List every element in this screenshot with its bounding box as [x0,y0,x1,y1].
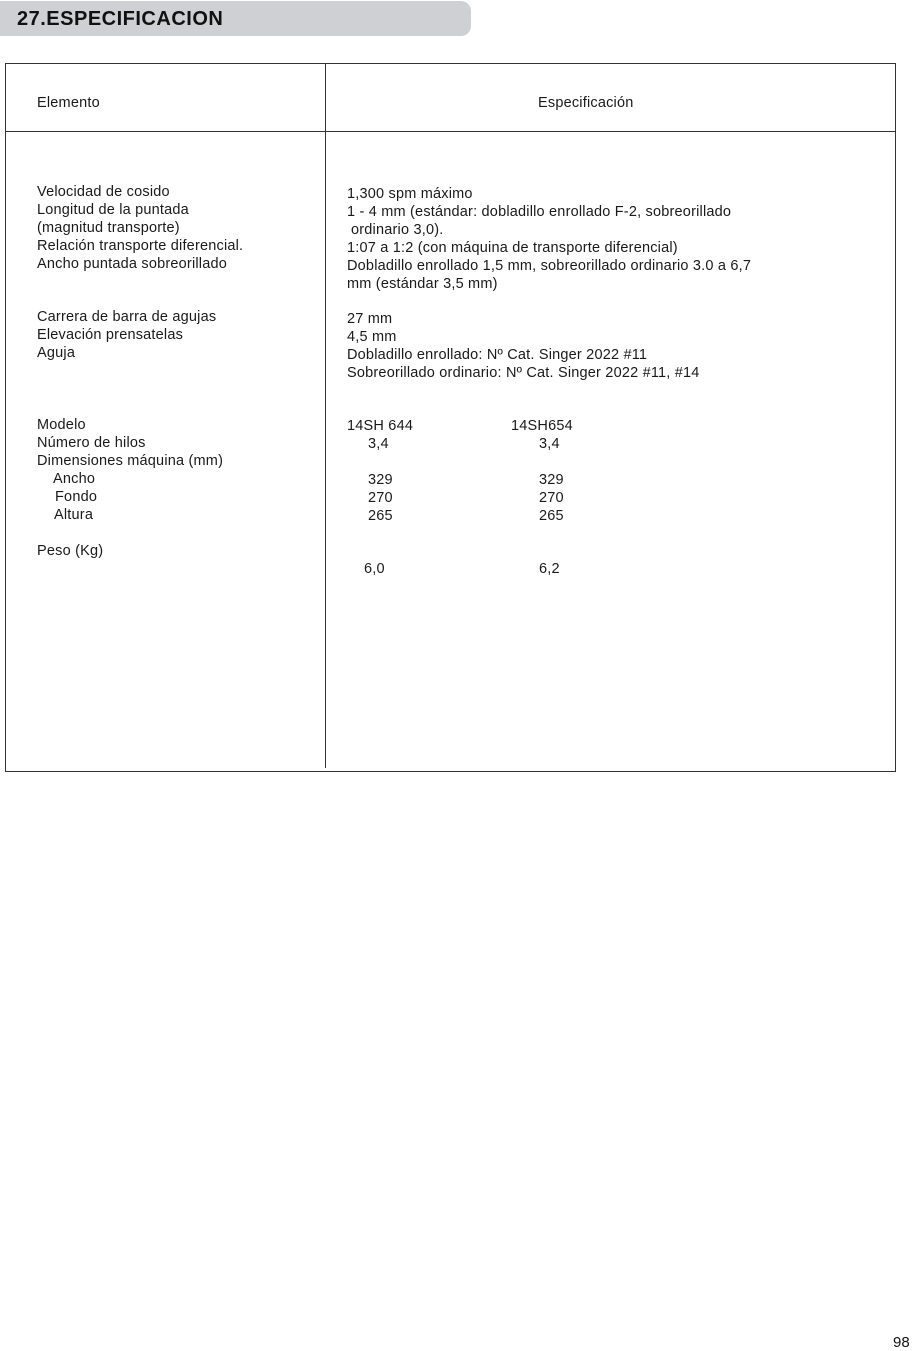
section-title: 27.ESPECIFICACION [17,8,224,30]
model-b-name: 14SH654 [511,418,573,434]
spec-stitch-length-cont: ordinario 3,0). [351,222,444,238]
model-a-width: 329 [368,472,393,488]
column-divider [325,64,326,768]
model-a-weight: 6,0 [364,561,385,577]
model-b-threads: 3,4 [539,436,560,452]
label-depth: Fondo [55,489,98,505]
model-b-depth: 270 [539,490,564,506]
model-a-threads: 3,4 [368,436,389,452]
spec-stitch-length: 1 - 4 mm (estándar: dobladillo enrollado F-2, sobreorillado [347,204,732,220]
header-specification: Especificación [538,95,634,111]
label-thread-count: Número de hilos [37,435,146,451]
spec-sewing-speed: 1,300 spm máximo [347,186,473,202]
model-b-height: 265 [539,508,564,524]
spec-needle-rolled-hem: Dobladillo enrollado: Nº Cat. Singer 2022 #11 [347,347,648,363]
model-a-name: 14SH 644 [347,418,414,434]
label-height: Altura [54,507,94,523]
spec-needle-overlock: Sobreorillado ordinario: Nº Cat. Singer 2022 #11, #14 [347,365,700,381]
label-model: Modelo [37,417,86,433]
spec-overlock-width: Dobladillo enrollado 1,5 mm, sobreorillado ordinario 3.0 a 6,7 [347,258,752,274]
spec-needle-bar-stroke: 27 mm [347,311,393,327]
label-needle: Aguja [37,345,76,361]
label-weight: Peso (Kg) [37,543,104,559]
label-presser-lift: Elevación prensatelas [37,327,184,343]
label-width: Ancho [53,471,96,487]
section-title-bar [0,1,471,36]
label-stitch-length: Longitud de la puntada [37,202,189,218]
label-differential-ratio: Relación transporte diferencial. [37,238,244,254]
spec-differential-ratio: 1:07 a 1:2 (con máquina de transporte diferencial) [347,240,678,256]
specification-table [5,63,896,772]
page-number: 98 [893,1334,910,1351]
spec-overlock-width-cont: mm (estándar 3,5 mm) [347,276,498,292]
model-a-height: 265 [368,508,393,524]
spec-presser-lift: 4,5 mm [347,329,397,345]
label-overlock-width: Ancho puntada sobreorillado [37,256,228,272]
label-sewing-speed: Velocidad de cosido [37,184,170,200]
label-feed-magnitude: (magnitud transporte) [37,220,180,236]
model-b-width: 329 [539,472,564,488]
label-needle-bar-stroke: Carrera de barra de agujas [37,309,217,325]
model-a-depth: 270 [368,490,393,506]
header-divider [6,131,895,132]
model-b-weight: 6,2 [539,561,560,577]
header-element: Elemento [37,95,100,111]
label-machine-dimensions: Dimensiones máquina (mm) [37,453,224,469]
